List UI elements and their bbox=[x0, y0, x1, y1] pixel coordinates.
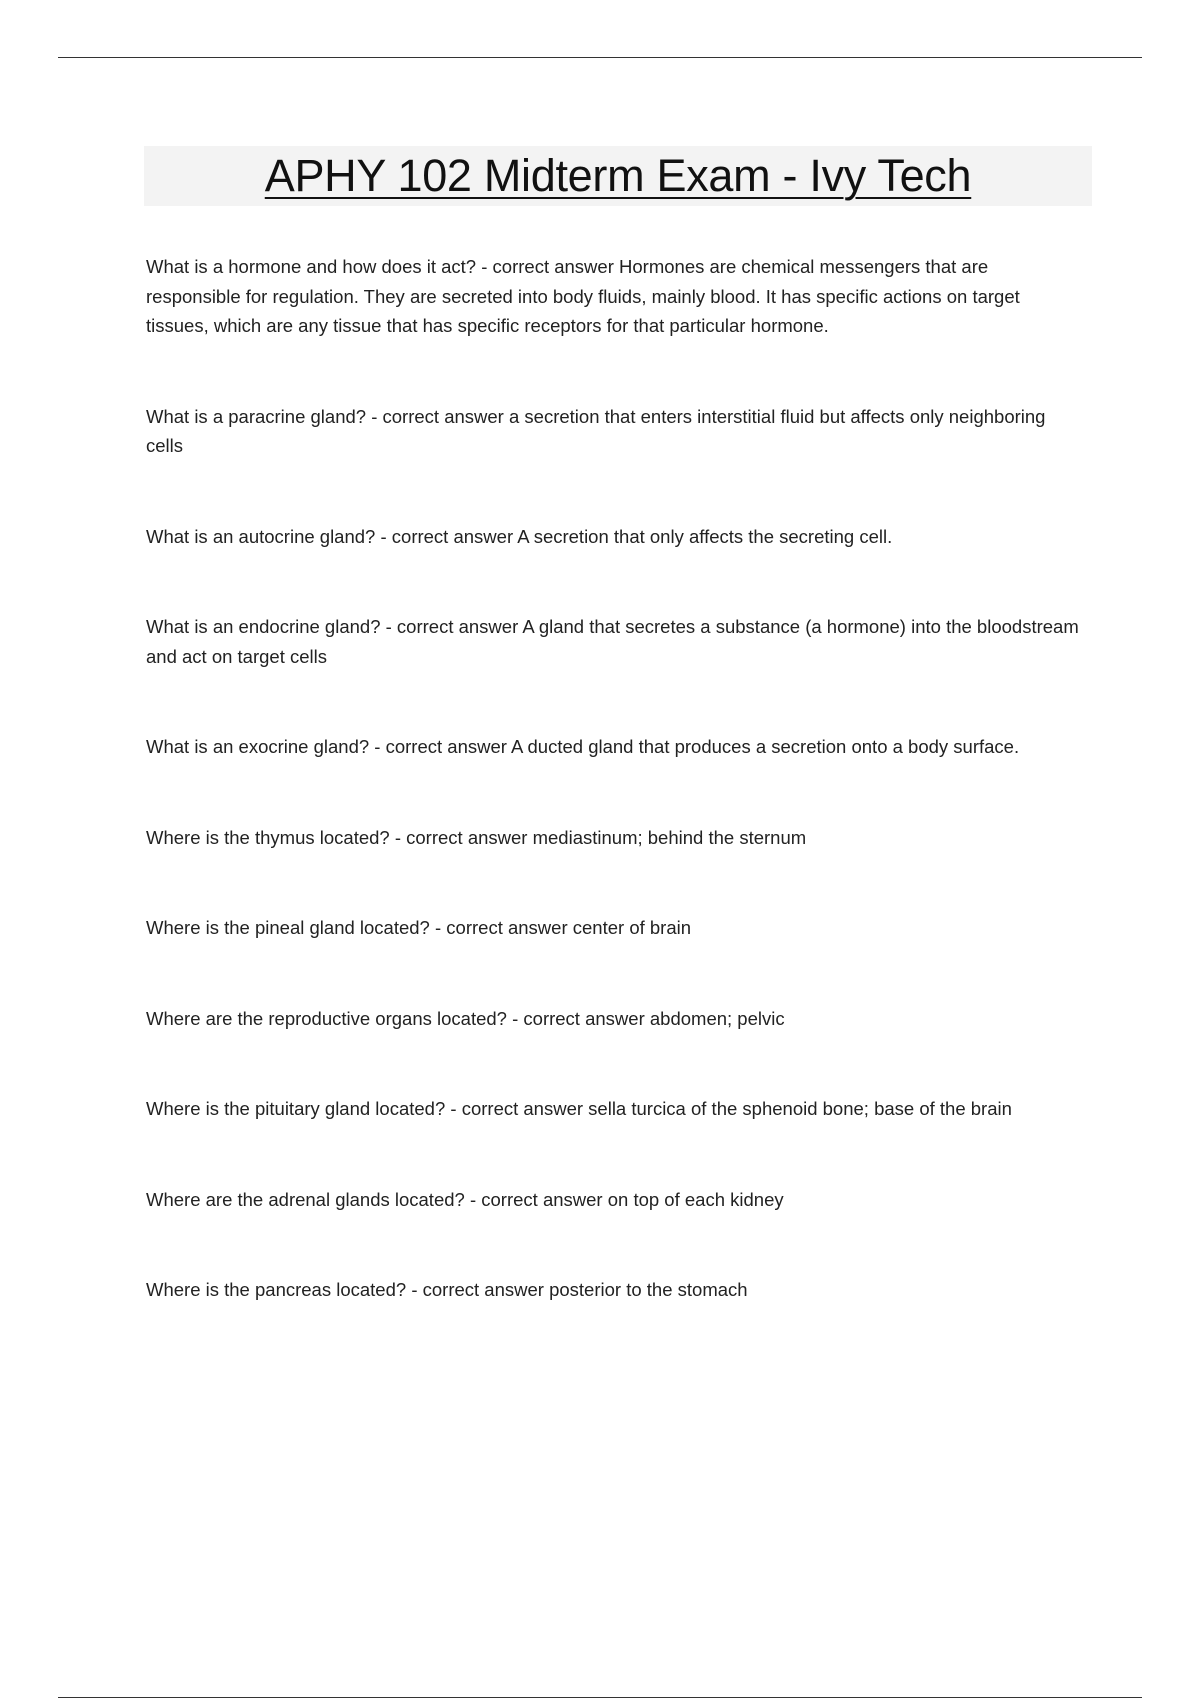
qa-question: Where are the reproductive organs located? bbox=[146, 1007, 507, 1029]
qa-item bbox=[146, 1275, 1081, 1305]
qa-answer: a secretion that enters interstitial fluid but affects only neighboring cells bbox=[146, 405, 1046, 456]
qa-answer: Hormones are chemical messengers that are responsible for regulation. They are secreted into body fluids, mainly blood. It has specific actions on target tissues, which are any tissue that has specific receptors for that particular hormone. bbox=[146, 256, 1020, 336]
qa-question: What is an exocrine gland? bbox=[146, 736, 370, 757]
qa-question: Where is the pituitary gland located? bbox=[146, 1098, 446, 1119]
qa-answer: posterior to the stomach bbox=[549, 1279, 748, 1300]
qa-question: Where are the adrenal glands located? bbox=[146, 1188, 465, 1210]
qa-item bbox=[146, 612, 1081, 671]
qa-separator: - correct answer bbox=[380, 616, 523, 637]
qa-item bbox=[146, 913, 1081, 943]
qa-separator: - correct answer bbox=[476, 256, 620, 277]
title-banner bbox=[144, 146, 1092, 206]
qa-item bbox=[146, 732, 1081, 762]
qa-separator: - correct answer bbox=[445, 1098, 589, 1119]
qa-item bbox=[146, 252, 1081, 341]
qa-question: What is an autocrine gland? bbox=[146, 525, 376, 547]
qa-answer: abdomen; pelvic bbox=[649, 1007, 785, 1029]
qa-question: What is a paracrine gland? bbox=[146, 405, 367, 427]
qa-answer: center of brain bbox=[572, 917, 692, 938]
qa-separator: - correct answer bbox=[429, 917, 573, 938]
qa-question: What is an endocrine gland? bbox=[146, 616, 381, 637]
qa-item bbox=[146, 1185, 1081, 1215]
qa-item bbox=[146, 1094, 1081, 1124]
qa-separator: - correct answer bbox=[375, 525, 518, 547]
qa-item bbox=[146, 823, 1081, 853]
top-divider bbox=[58, 57, 1142, 58]
qa-question: Where is the pineal gland located? bbox=[146, 917, 430, 938]
qa-separator: - correct answer bbox=[369, 736, 512, 757]
qa-answer: on top of each kidney bbox=[607, 1188, 784, 1210]
bottom-divider bbox=[58, 1697, 1142, 1698]
qa-answer: mediastinum; behind the sternum bbox=[532, 826, 807, 848]
qa-separator: - correct answer bbox=[389, 826, 533, 848]
qa-item bbox=[146, 1004, 1081, 1034]
qa-answer: A secretion that only affects the secreting cell. bbox=[517, 525, 893, 547]
qa-question: Where is the pancreas located? bbox=[146, 1279, 407, 1300]
qa-separator: - correct answer bbox=[464, 1188, 608, 1210]
qa-item bbox=[146, 522, 1081, 552]
qa-separator: - correct answer bbox=[506, 1007, 650, 1029]
qa-answer: sella turcica of the sphenoid bone; base of the brain bbox=[588, 1098, 1012, 1119]
qa-separator: - correct answer bbox=[406, 1279, 550, 1300]
qa-answer: A gland that secretes a substance (a hormone) into the bloodstream and act on target cells bbox=[146, 616, 1079, 667]
qa-item bbox=[146, 402, 1081, 461]
qa-separator: - correct answer bbox=[366, 405, 509, 427]
qa-list bbox=[146, 252, 1081, 1305]
qa-question: Where is the thymus located? bbox=[146, 826, 390, 848]
qa-answer: A ducted gland that produces a secretion onto a body surface. bbox=[511, 736, 1020, 757]
qa-question: What is a hormone and how does it act? bbox=[146, 256, 477, 277]
document-title: APHY 102 Midterm Exam - Ivy Tech bbox=[264, 150, 972, 201]
